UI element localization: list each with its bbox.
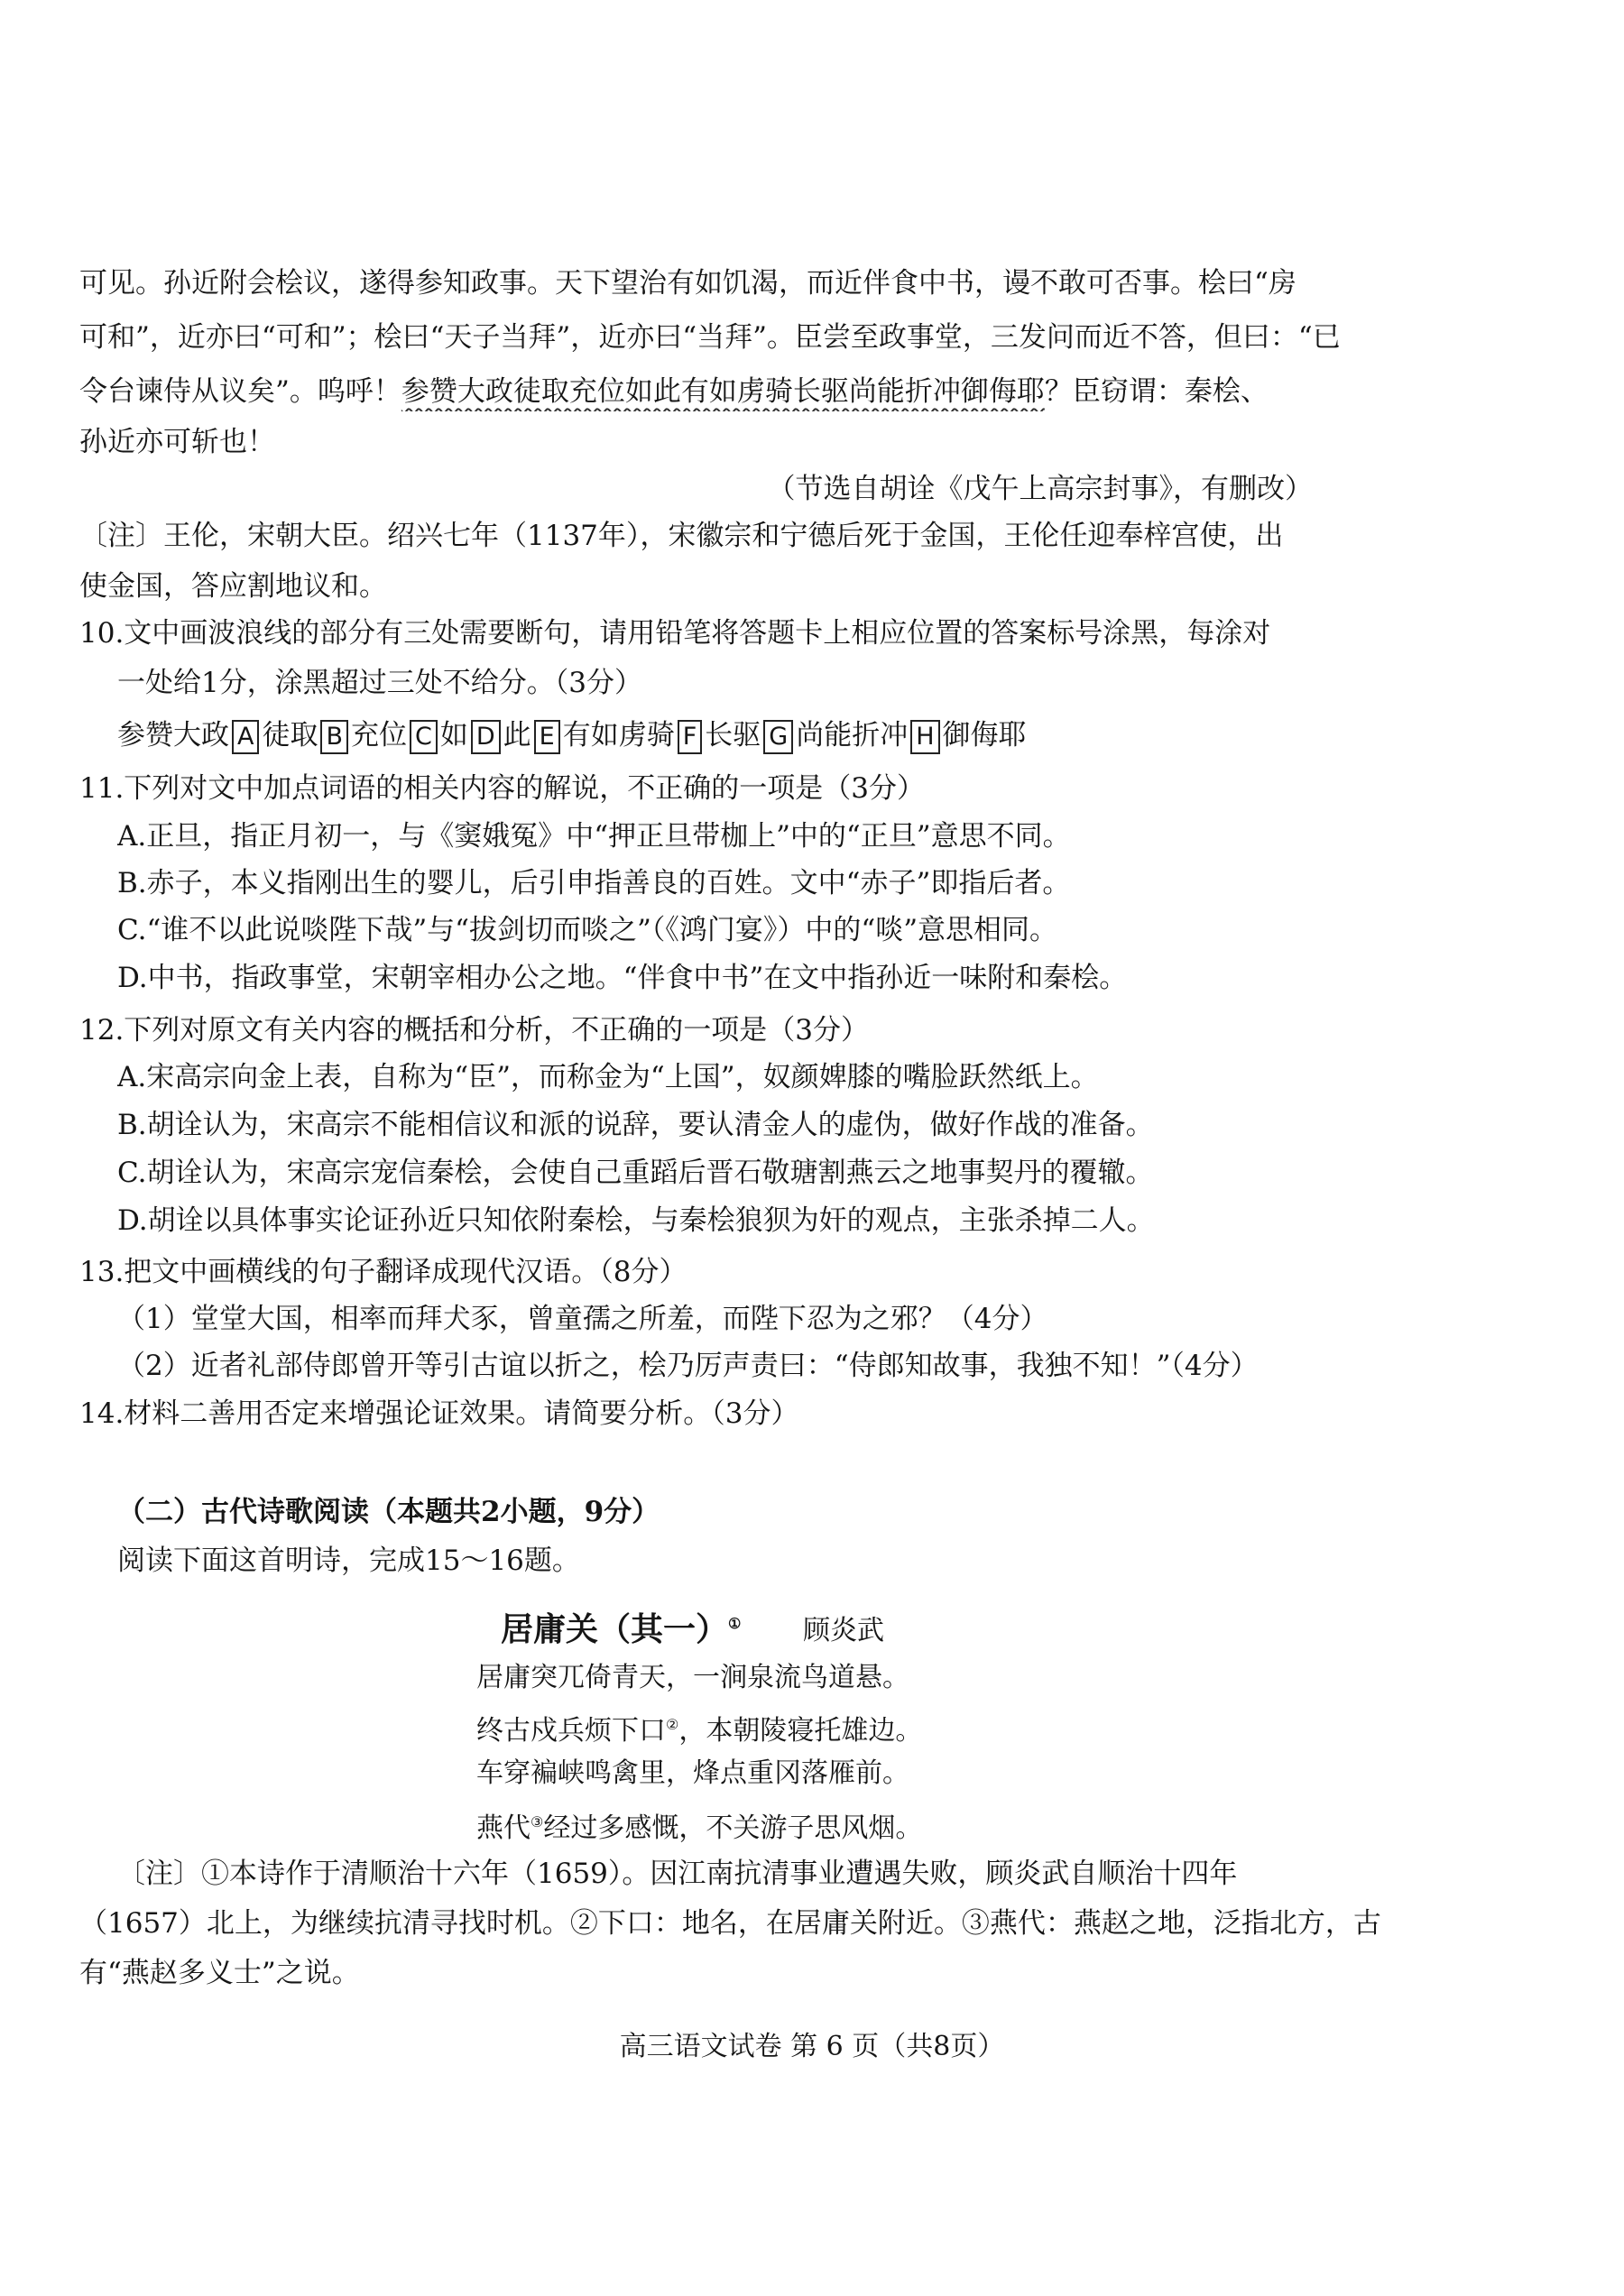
footnote-mark: ② bbox=[666, 1716, 679, 1733]
answer-box-h[interactable]: H bbox=[910, 720, 939, 754]
question-13-stem: 13.把文中画横线的句子翻译成现代汉语。（8分） bbox=[79, 1256, 687, 1288]
option-text: 充位 bbox=[351, 719, 408, 752]
option-c: C.“谁不以此说啖陛下哉”与“拔剑切而啖之”（《鸿门宴》）中的“啖”意思相同。 bbox=[117, 914, 1058, 946]
passage-line: 可见。孙近附会桧议，遂得参知政事。天下望治有如饥渴，而近伴食中书，谩不敢可否事。桧曰“房 bbox=[79, 267, 1296, 300]
poem-note-line: 有“燕赵多义士”之说。 bbox=[79, 1957, 360, 1989]
option-b: B.赤子，本义指刚出生的婴儿，后引申指善良的百姓。文中“赤子”即指后者。 bbox=[117, 867, 1071, 899]
poem-line bbox=[476, 1803, 922, 1849]
question-14-stem: 14.材料二善用否定来增强论证效果。请简要分析。（3分） bbox=[79, 1397, 799, 1430]
answer-box-e[interactable]: E bbox=[534, 720, 560, 754]
answer-box-g[interactable]: G bbox=[763, 720, 793, 754]
translation-item-1: （1）堂堂大国，相率而拜犬豕，曾童孺之所羞，而陛下忍为之邪？（4分） bbox=[117, 1303, 1048, 1335]
option-d: D.中书，指政事堂，宋朝宰相办公之地。“伴食中书”在文中指孙近一味附和秦桧。 bbox=[117, 962, 1128, 994]
answer-box-c[interactable]: C bbox=[410, 720, 438, 754]
passage-source: （节选自胡诠《戊午上高宗封事》，有删改） bbox=[767, 473, 1313, 505]
question-11-stem: 11.下列对文中加点词语的相关内容的解说，不正确的一项是（3分） bbox=[79, 772, 926, 805]
answer-box-a[interactable]: A bbox=[232, 720, 259, 754]
poem-line: 居庸突兀倚青天，一涧泉流鸟道悬。 bbox=[476, 1662, 909, 1693]
poem-author: 顾炎武 bbox=[803, 1615, 884, 1646]
question-10-options bbox=[117, 715, 1597, 755]
poem-text: 终古戍兵烦下口 bbox=[476, 1715, 666, 1747]
passage-line bbox=[79, 372, 1559, 411]
answer-box-d[interactable]: D bbox=[471, 720, 501, 754]
wavy-underlined-sentence: 参赞大政徒取充位如此有如虏骑长驱尚能折冲御侮耶 bbox=[401, 375, 1045, 408]
question-10-stem: 一处给1分，涂黑超过三处不给分。（3分） bbox=[117, 667, 642, 699]
poem-text: ，本朝陵寝托雄边。 bbox=[678, 1715, 923, 1747]
passage-line: 可和”，近亦曰“可和”；桧曰“天子当拜”，近亦曰“当拜”。臣尝至政事堂，三发问而近不答，但曰：“已 bbox=[79, 321, 1341, 354]
footnote-mark: ③ bbox=[531, 1813, 544, 1830]
option-text: 有如虏骑 bbox=[562, 719, 675, 752]
poem-title-text: 居庸关（其一） bbox=[501, 1610, 729, 1648]
footnote-mark: ① bbox=[728, 1615, 742, 1632]
section-heading: （二）古代诗歌阅读（本题共2小题，9分） bbox=[117, 1496, 660, 1528]
section-intro: 阅读下面这首明诗，完成15～16题。 bbox=[117, 1544, 580, 1577]
passage-line: 孙近亦可斩也！ bbox=[79, 426, 275, 458]
poem-text: 燕代 bbox=[476, 1812, 531, 1844]
poem-note-line: （1657）北上，为继续抗清寻找时机。②下口：地名，在居庸关附近。③燕代：燕赵之地，泛指北方，古 bbox=[79, 1907, 1381, 1940]
option-text: 御侮耶 bbox=[942, 719, 1027, 752]
answer-box-b[interactable]: B bbox=[320, 720, 348, 754]
note-line: 使金国，答应割地议和。 bbox=[79, 570, 387, 603]
poem-line: 车穿褊峡鸣禽里，烽点重冈落雁前。 bbox=[476, 1757, 909, 1789]
option-text: 参赞大政 bbox=[117, 719, 229, 752]
option-c: C.胡诠认为，宋高宗宠信秦桧，会使自己重蹈后晋石敬瑭割燕云之地事契丹的覆辙。 bbox=[117, 1157, 1154, 1189]
option-text: 长驱 bbox=[705, 719, 761, 752]
poem-text: 经过多感慨，不关游子思风烟。 bbox=[543, 1812, 923, 1844]
option-a: A.正旦，指正月初一，与《窦娥冤》中“押正旦带枷上”中的“正旦”意思不同。 bbox=[117, 820, 1071, 853]
page-footer: 高三语文试卷 第 6 页（共8页） bbox=[619, 2031, 1005, 2062]
poem-title bbox=[501, 1604, 741, 1650]
option-text: 此 bbox=[503, 719, 531, 752]
option-d: D.胡诠以具体事实论证孙近只知依附秦桧，与秦桧狼狈为奸的观点，主张杀掉二人。 bbox=[117, 1204, 1155, 1237]
passage-text: ？臣窃谓：秦桧、 bbox=[1044, 375, 1269, 408]
option-text: 尚能折冲 bbox=[796, 719, 909, 752]
option-a: A.宋高宗向金上表，自称为“臣”，而称金为“上国”，奴颜婢膝的嘴脸跃然纸上。 bbox=[117, 1061, 1099, 1093]
poem-note-line: 〔注〕①本诗作于清顺治十六年（1659）。因江南抗清事业遭遇失败，顾炎武自顺治十四年 bbox=[117, 1858, 1238, 1890]
option-b: B.胡诠认为，宋高宗不能相信议和派的说辞，要认清金人的虚伪，做好作战的准备。 bbox=[117, 1109, 1154, 1141]
passage-text: 令台谏侍从议矣”。呜呼！ bbox=[79, 375, 401, 408]
note-line: 〔注〕王伦，宋朝大臣。绍兴七年（1137年），宋徽宗和宁德后死于金国，王伦任迎奉梓宫使，出 bbox=[79, 520, 1284, 552]
poem-line bbox=[476, 1705, 922, 1751]
question-10-stem: 10.文中画波浪线的部分有三处需要断句，请用铅笔将答题卡上相应位置的答案标号涂黑，每涂对 bbox=[79, 617, 1271, 650]
answer-box-f[interactable]: F bbox=[678, 720, 703, 754]
translation-item-2: （2）近者礼部侍郎曾开等引古谊以折之，桧乃厉声责曰：“侍郎知故事，我独不知！”（4分） bbox=[117, 1350, 1259, 1382]
question-12-stem: 12.下列对原文有关内容的概括和分析，不正确的一项是（3分） bbox=[79, 1014, 870, 1047]
option-text: 徒取 bbox=[262, 719, 318, 752]
option-text: 如 bbox=[439, 719, 468, 752]
